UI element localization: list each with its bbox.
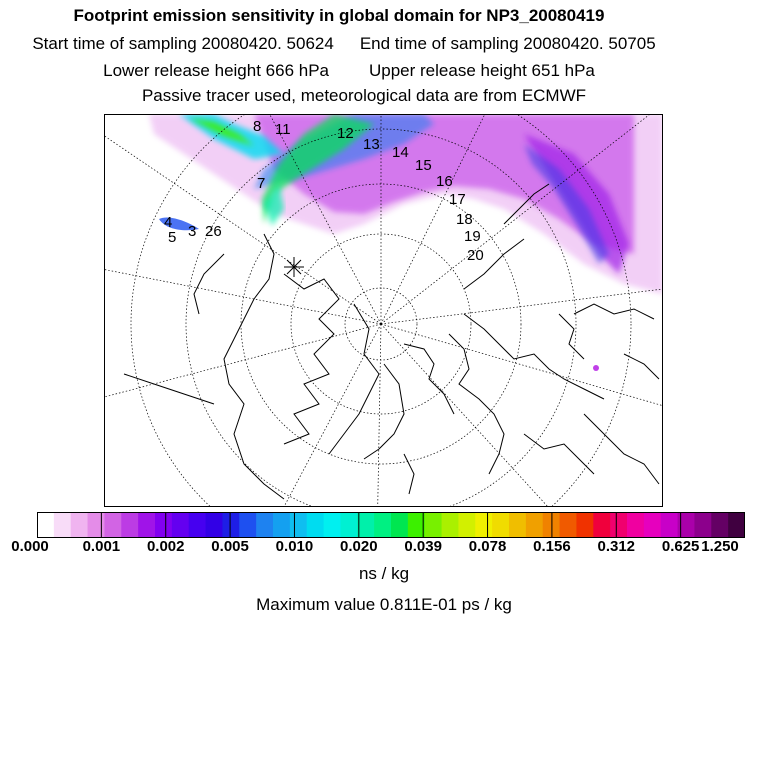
day-label: 16 — [436, 173, 453, 190]
day-label: 14 — [392, 144, 409, 161]
colorbar-tick-label: 0.625 — [661, 538, 700, 555]
colorbar-cell — [206, 512, 223, 538]
colorbar-cell — [88, 512, 105, 538]
colorbar-tick-label: 0.312 — [597, 538, 636, 555]
colorbar-cell — [138, 512, 155, 538]
upper-release-label: Upper release height 651 hPa — [369, 61, 595, 80]
colorbar-cell — [661, 512, 678, 538]
tracer-note: Passive tracer used, meteorological data are from ECMWF — [141, 86, 587, 105]
colorbar-cell — [711, 512, 728, 538]
day-label: 17 — [449, 191, 466, 208]
colorbar-cell — [222, 512, 239, 538]
day-label: 18 — [456, 211, 473, 228]
colorbar-tick-label: 0.002 — [146, 538, 185, 555]
colorbar-cell — [442, 512, 459, 538]
start-time-label: Start time of sampling 20080420. 50624 — [32, 34, 334, 53]
colorbar-cell — [172, 512, 189, 538]
colorbar-cell — [104, 512, 121, 538]
colorbar-cell — [576, 512, 593, 538]
colorbar-cell — [509, 512, 526, 538]
colorbar-cell — [324, 512, 341, 538]
colorbar — [37, 512, 745, 538]
day-label: 19 — [464, 228, 481, 245]
colorbar-cell — [694, 512, 711, 538]
colorbar-tick-label: 0.005 — [211, 538, 249, 555]
release-heights — [0, 61, 733, 81]
colorbar-tick-label: 0.020 — [340, 538, 378, 555]
colorbar-cell — [155, 512, 172, 538]
colorbar-tick-label: 0.001 — [82, 538, 121, 555]
colorbar-cell — [374, 512, 391, 538]
day-label: 5 — [168, 229, 177, 246]
colorbar-tick-label: 0.039 — [404, 538, 442, 555]
day-label: 13 — [363, 136, 380, 153]
day-label: 8 — [253, 118, 262, 135]
colorbar-tick-label: 0.010 — [275, 538, 314, 555]
colorbar-cell — [273, 512, 290, 538]
day-label: 3 — [188, 223, 197, 240]
colorbar-cell — [189, 512, 206, 538]
colorbar-tick-label: 0.078 — [468, 538, 507, 555]
day-label: 20 — [467, 247, 484, 264]
colorbar-cell — [560, 512, 577, 538]
colorbar-cell — [239, 512, 256, 538]
receptor-marker — [284, 257, 304, 277]
colorbar-cell — [492, 512, 509, 538]
sampling-times — [0, 34, 728, 54]
colorbar-unit: ns / kg — [358, 564, 410, 583]
colorbar-cell — [307, 512, 324, 538]
colorbar-cell — [526, 512, 543, 538]
colorbar-tick-label: 0.156 — [533, 538, 571, 555]
day-label: 7 — [257, 175, 266, 192]
colorbar-cell — [593, 512, 610, 538]
end-time-label: End time of sampling 20080420. 50705 — [359, 34, 656, 53]
day-label: 11 — [275, 121, 291, 138]
colorbar-cell — [340, 512, 357, 538]
colorbar-cell — [54, 512, 71, 538]
colorbar-cell — [425, 512, 442, 538]
colorbar-cell — [627, 512, 644, 538]
colorbar-cell — [71, 512, 88, 538]
colorbar-cell — [728, 512, 745, 538]
colorbar-cell — [121, 512, 138, 538]
colorbar-cell — [391, 512, 408, 538]
colorbar-tick-label: 0.000 — [11, 538, 49, 555]
plot-title: Footprint emission sensitivity in global domain for NP3_20080419 — [73, 6, 605, 25]
day-label: 4 — [164, 214, 173, 231]
colorbar-cell — [290, 512, 307, 538]
colorbar-cell — [37, 512, 54, 538]
max-value-label: Maximum value 0.811E-01 ps / kg — [256, 595, 512, 614]
day-label: 12 — [337, 125, 354, 142]
colorbar-cell — [475, 512, 492, 538]
day-label: 15 — [415, 157, 432, 174]
colorbar-cell — [644, 512, 661, 538]
footprint-map — [104, 114, 663, 507]
colorbar-cell — [357, 512, 374, 538]
lower-release-label: Lower release height 666 hPa — [103, 61, 329, 80]
day-label: 26 — [205, 223, 222, 240]
colorbar-cell — [256, 512, 273, 538]
plume-speck — [593, 365, 599, 371]
colorbar-tick-label: 1.250 — [701, 538, 739, 555]
colorbar-cell — [610, 512, 627, 538]
colorbar-cell — [458, 512, 475, 538]
